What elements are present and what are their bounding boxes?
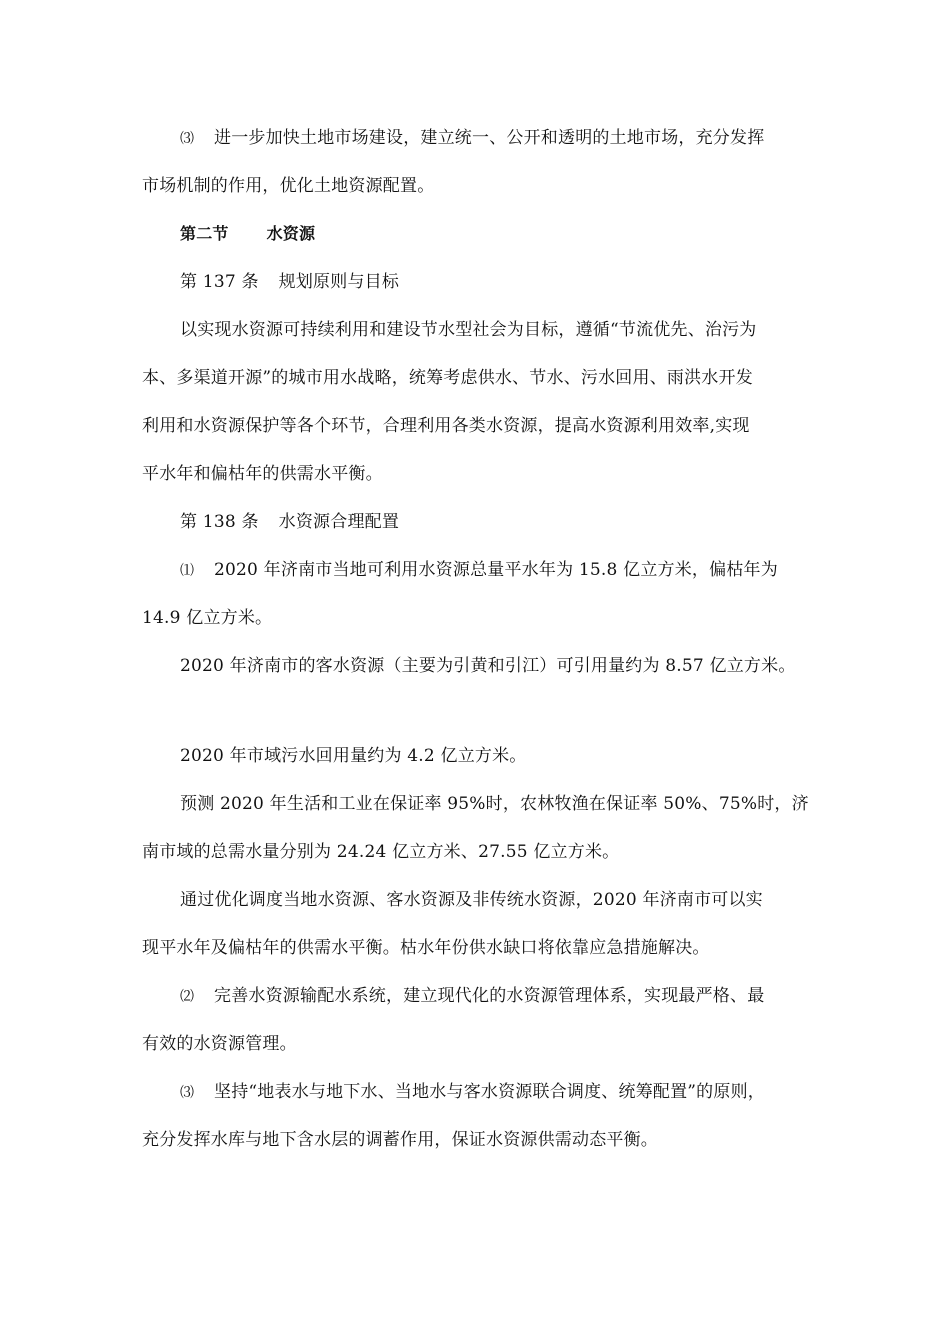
- list-marker: ⑶: [180, 1085, 195, 1101]
- article-title: 规划原则与目标: [278, 272, 400, 292]
- list-item-text: 进一步加快土地市场建设，建立统一、公开和透明的土地市场，充分发挥: [214, 128, 765, 148]
- list-item-1-line-1: [180, 560, 778, 581]
- list-item-text: 完善水资源输配水系统，建立现代化的水资源管理体系，实现最严格、最: [214, 986, 765, 1006]
- list-item-3-line-1: [180, 128, 764, 149]
- list-item-2-line-2: 有效的水资源管理。: [142, 1034, 297, 1054]
- paragraph-line: 本、多渠道开源”的城市用水战略，统筹考虑供水、节水、污水回用、雨洪水开发: [142, 368, 753, 388]
- paragraph-balance-line-2: 现平水年及偏枯年的供需水平衡。枯水年份供水缺口将依靠应急措施解决。: [142, 938, 710, 958]
- list-item-1-line-2: 14.9 亿立方米。: [142, 608, 273, 628]
- article-137-heading: [180, 272, 399, 292]
- list-item-text: 坚持“地表水与地下水、当地水与客水资源联合调度、统筹配置”的原则，: [214, 1082, 765, 1102]
- paragraph-line: 平水年和偏枯年的供需水平衡。: [142, 464, 383, 484]
- list-marker: ⑶: [180, 131, 195, 147]
- section-heading: [180, 224, 315, 244]
- paragraph-line: 利用和水资源保护等各个环节，合理利用各类水资源，提高水资源利用效率,实现: [142, 416, 750, 436]
- list-item-3-line-2: 充分发挥水库与地下含水层的调蓄作用，保证水资源供需动态平衡。: [142, 1130, 658, 1150]
- section-label: 第二节: [180, 224, 229, 243]
- list-marker: ⑴: [180, 563, 195, 579]
- list-marker: ⑵: [180, 989, 195, 1005]
- list-item-text: 2020 年济南市当地可利用水资源总量平水年为 15.8 亿立方米，偏枯年为: [214, 560, 778, 580]
- article-138-heading: [180, 512, 399, 532]
- paragraph-forecast-line-2: 南市域的总需水量分别为 24.24 亿立方米、27.55 亿立方米。: [142, 842, 620, 862]
- list-item-3-line-2: 市场机制的作用，优化土地资源配置。: [142, 176, 435, 196]
- article-title: 水资源合理配置: [278, 512, 400, 532]
- list-item-2-line-1: [180, 986, 764, 1007]
- paragraph-balance-line-1: 通过优化调度当地水资源、客水资源及非传统水资源，2020 年济南市可以实: [180, 890, 763, 910]
- section-title: 水资源: [266, 224, 316, 243]
- paragraph-forecast-line-1: 预测 2020 年生活和工业在保证率 95%时，农林牧渔在保证率 50%、75%时，济: [180, 794, 809, 814]
- paragraph-line: 以实现水资源可持续利用和建设节水型社会为目标，遵循“节流优先、治污为: [180, 320, 757, 340]
- article-label: 第 137 条: [180, 272, 259, 292]
- list-item-3-line-1: [180, 1082, 765, 1103]
- paragraph-reuse: 2020 年市域污水回用量约为 4.2 亿立方米。: [180, 746, 527, 766]
- paragraph-guest-water: 2020 年济南市的客水资源（主要为引黄和引江）可引用量约为 8.57 亿立方米。: [180, 656, 796, 676]
- article-label: 第 138 条: [180, 512, 259, 532]
